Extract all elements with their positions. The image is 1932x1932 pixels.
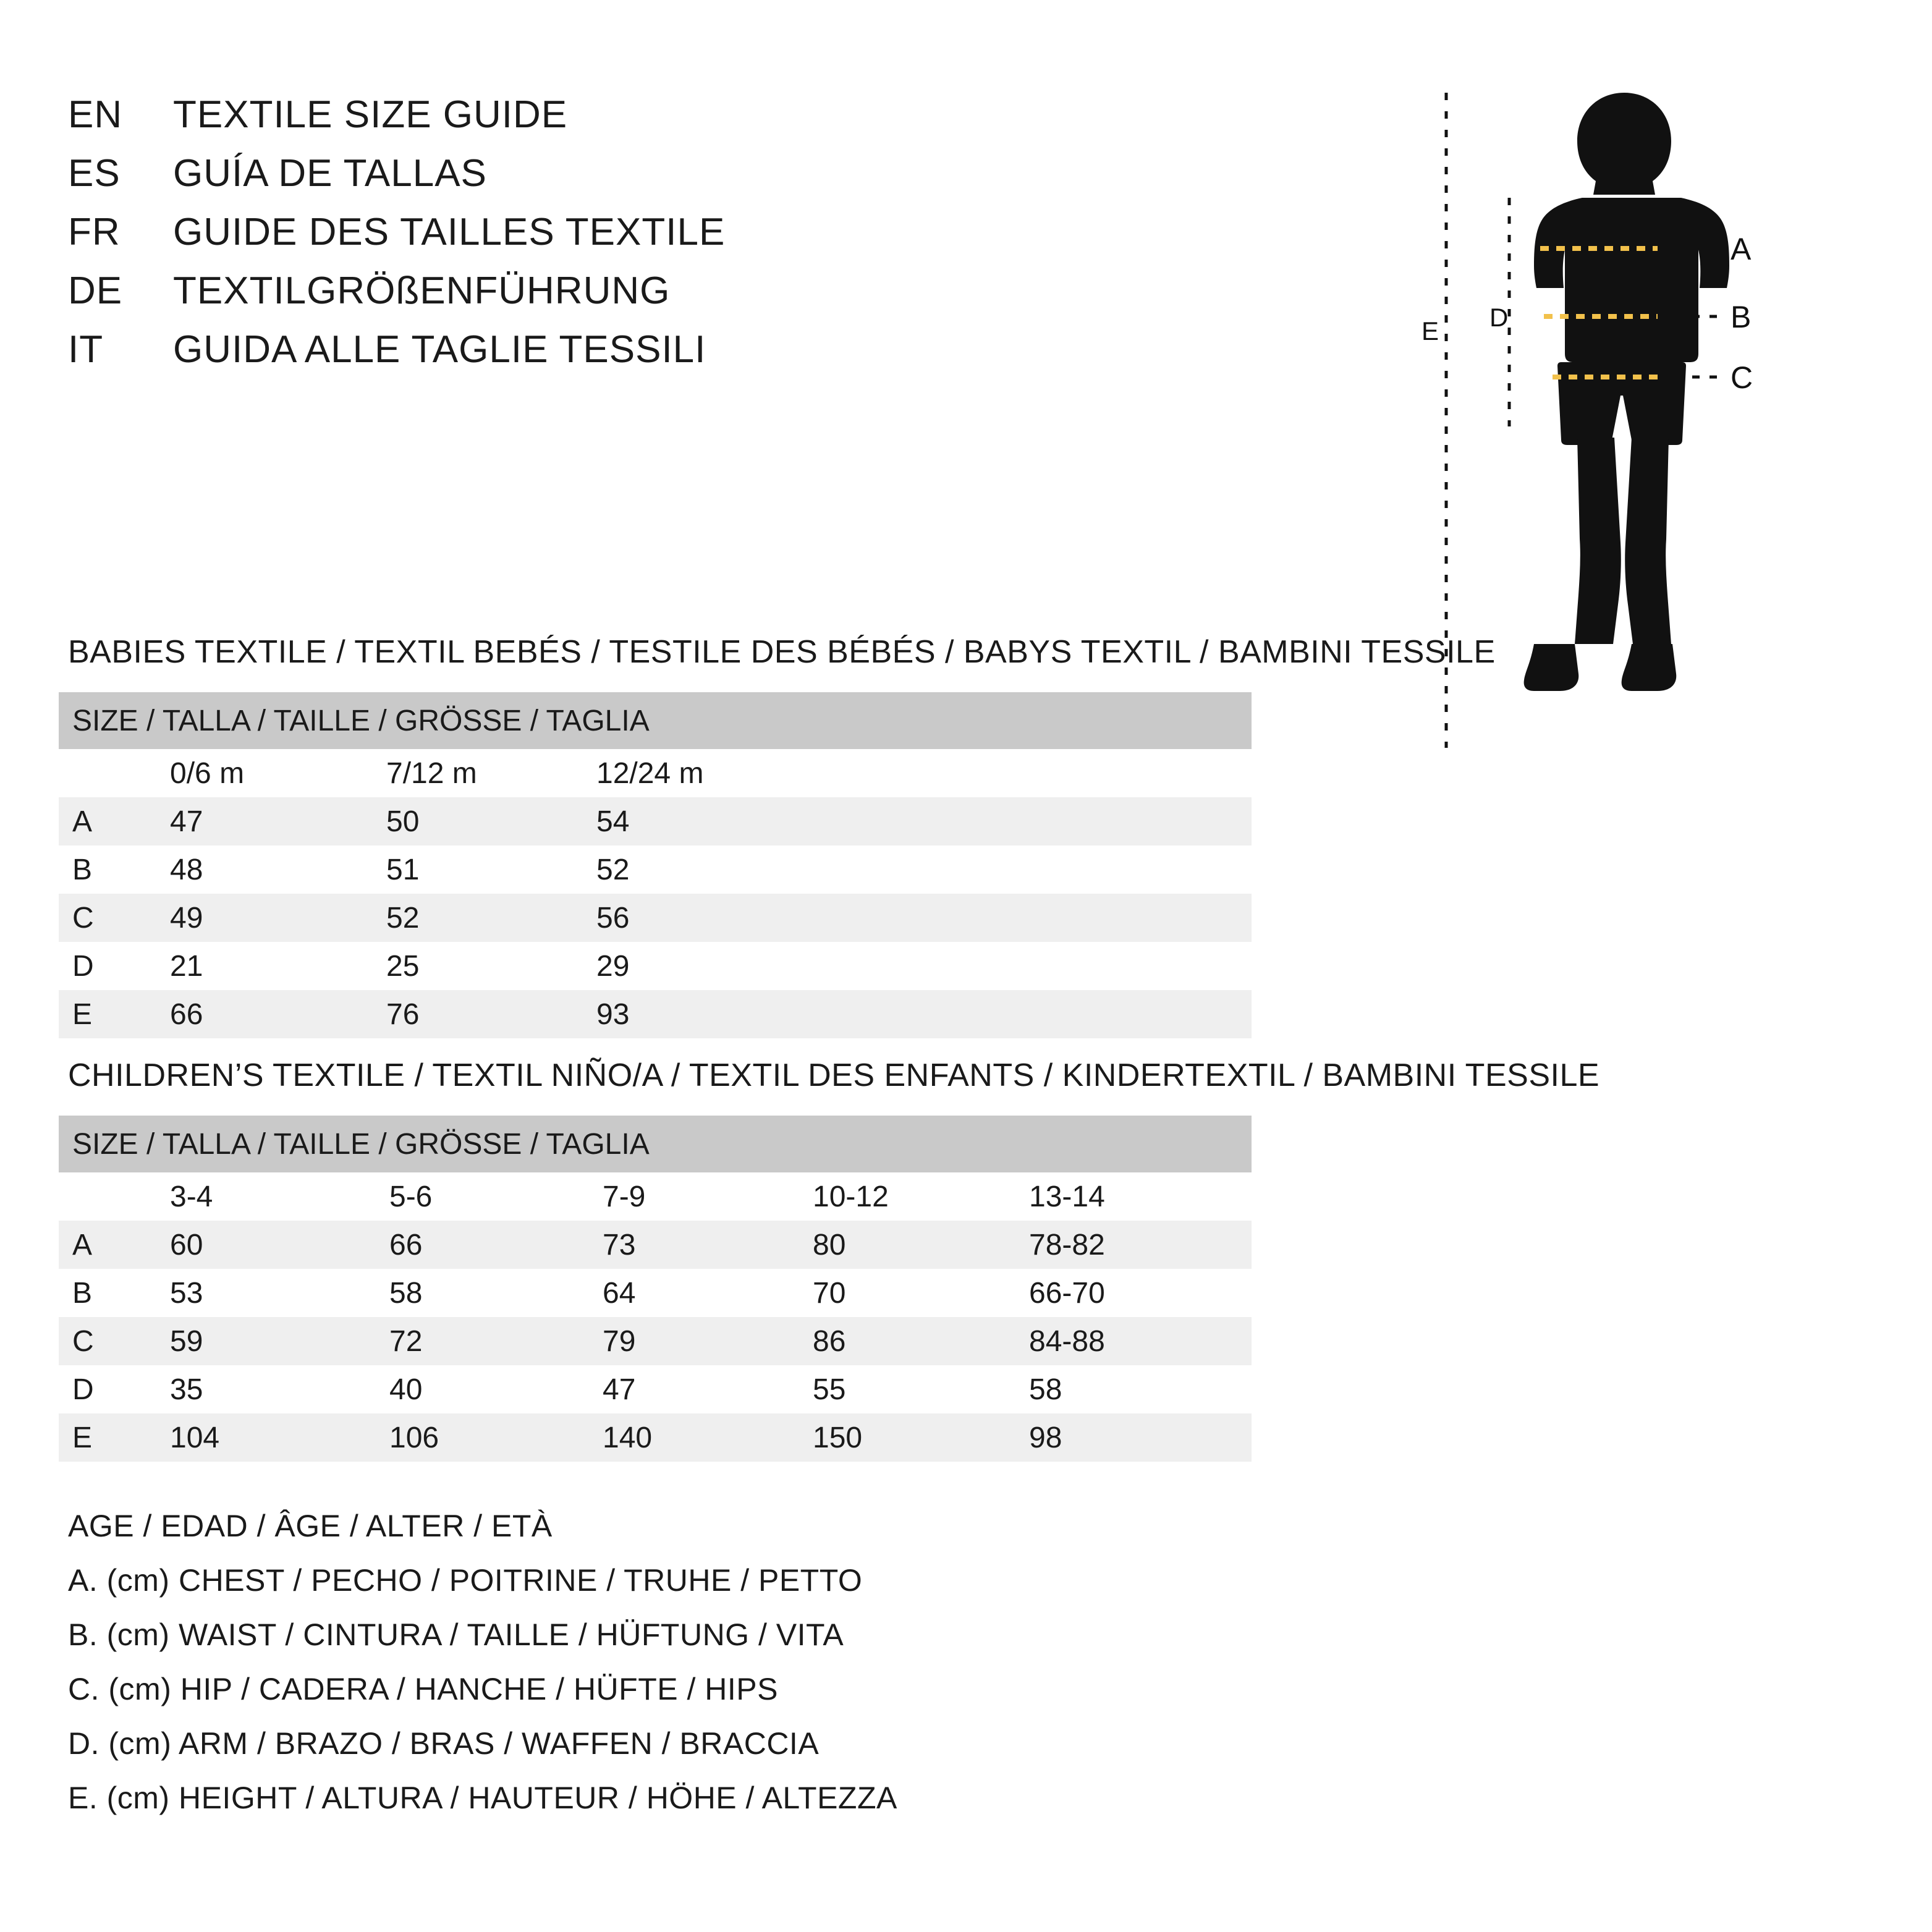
language-row [68,328,1242,386]
table-header-row [59,749,1252,797]
column-header: 5-6 [389,1172,603,1221]
cell-value: 93 [596,990,1252,1038]
figure-label-c: C [1731,360,1753,395]
language-code: IT [68,328,104,371]
cell-value: 58 [389,1269,603,1317]
table-row [59,894,1252,942]
cell-value: 60 [170,1221,389,1269]
table-row [59,942,1252,990]
language-code: FR [68,211,121,253]
column-header: 0/6 m [170,749,386,797]
row-label: D [59,1365,170,1413]
table-row [59,1413,1252,1462]
table-row [59,1221,1252,1269]
legend-item-waist: B. (cm) WAIST / CINTURA / TAILLE / HÜFTUNG / VITA [68,1617,844,1652]
row-label: A [59,797,170,845]
figure-label-d: D [1489,303,1509,332]
language-row [68,93,1242,151]
cell-value: 104 [170,1413,389,1462]
table-row [59,1317,1252,1365]
table-band-row [59,692,1252,749]
cell-value: 29 [596,942,1252,990]
language-code: ES [68,152,121,195]
row-label: E [59,1413,170,1462]
children-band-label: SIZE / TALLA / TAILLE / GRÖSSE / TAGLIA [59,1116,1252,1172]
language-title-block [68,93,1242,386]
language-row [68,151,1242,210]
table-header-row [59,1172,1252,1221]
cell-value: 98 [1029,1413,1252,1462]
legend-item-height: E. (cm) HEIGHT / ALTURA / HAUTEUR / HÖHE / ALTEZZA [68,1781,897,1815]
row-label: C [59,1317,170,1365]
column-header: 7/12 m [386,749,596,797]
cell-value: 79 [603,1317,813,1365]
language-title: TEXTILE SIZE GUIDE [173,93,568,136]
cell-value: 52 [596,845,1252,894]
cell-value: 58 [1029,1365,1252,1413]
language-title: GUIDE DES TAILLES TEXTILE [173,211,726,253]
cell-value: 140 [603,1413,813,1462]
table-row [59,990,1252,1038]
cell-value: 64 [603,1269,813,1317]
language-title: GUIDA ALLE TAGLIE TESSILI [173,328,706,371]
babies-section-title: BABIES TEXTILE / TEXTIL BEBÉS / TESTILE DES BÉBÉS / BABYS TEXTIL / BAMBINI TESSILE [68,634,1496,670]
cell-value: 51 [386,845,596,894]
babies-table-wrapper [59,692,1252,1038]
cell-value: 66 [389,1221,603,1269]
table-row [59,1365,1252,1413]
language-row [68,210,1242,269]
language-code: EN [68,93,123,136]
table-band-row [59,1116,1252,1172]
table-row [59,845,1252,894]
column-header: 13-14 [1029,1172,1252,1221]
cell-value: 50 [386,797,596,845]
column-header: 10-12 [813,1172,1029,1221]
row-label: A [59,1221,170,1269]
cell-value: 52 [386,894,596,942]
row-label: D [59,942,170,990]
children-table-wrapper [59,1116,1252,1462]
figure-label-b: B [1731,300,1752,334]
cell-value: 84-88 [1029,1317,1252,1365]
cell-value: 78-82 [1029,1221,1252,1269]
table-row [59,1269,1252,1317]
cell-value: 49 [170,894,386,942]
cell-value: 40 [389,1365,603,1413]
cell-value: 21 [170,942,386,990]
cell-value: 72 [389,1317,603,1365]
children-section-title: CHILDREN’S TEXTILE / TEXTIL NIÑO/A / TEXTIL DES ENFANTS / KINDERTEXTIL / BAMBINI TESSILE [68,1057,1600,1093]
row-label: B [59,1269,170,1317]
column-header: 7-9 [603,1172,813,1221]
cell-value: 35 [170,1365,389,1413]
babies-band-label: SIZE / TALLA / TAILLE / GRÖSSE / TAGLIA [59,692,1252,749]
babies-size-table [59,692,1252,1038]
legend-heading: AGE / EDAD / ÂGE / ALTER / ETÀ [68,1509,553,1543]
column-header: 12/24 m [596,749,1252,797]
cell-value: 70 [813,1269,1029,1317]
row-label: C [59,894,170,942]
cell-value: 66 [170,990,386,1038]
legend-item-arm: D. (cm) ARM / BRAZO / BRAS / WAFFEN / BRACCIA [68,1726,820,1761]
table-row [59,797,1252,845]
cell-value: 59 [170,1317,389,1365]
cell-value: 54 [596,797,1252,845]
cell-value: 76 [386,990,596,1038]
figure-label-e: E [1421,316,1439,345]
language-row [68,269,1242,328]
cell-value: 86 [813,1317,1029,1365]
cell-value: 48 [170,845,386,894]
language-title: GUÍA DE TALLAS [173,152,487,195]
language-title: TEXTILGRÖßENFÜHRUNG [173,269,671,312]
cell-value: 150 [813,1413,1029,1462]
cell-value: 66-70 [1029,1269,1252,1317]
legend-item-hip: C. (cm) HIP / CADERA / HANCHE / HÜFTE / HIPS [68,1672,778,1706]
legend-block [68,1508,1428,1834]
cell-value: 47 [603,1365,813,1413]
column-header: 3-4 [170,1172,389,1221]
figure-label-a: A [1731,232,1752,266]
child-silhouette [1524,93,1729,691]
row-label: B [59,845,170,894]
cell-value: 106 [389,1413,603,1462]
cell-value: 47 [170,797,386,845]
cell-value: 25 [386,942,596,990]
cell-value: 55 [813,1365,1029,1413]
language-code: DE [68,269,123,312]
cell-value: 53 [170,1269,389,1317]
corner-cell [59,1172,170,1221]
cell-value: 73 [603,1221,813,1269]
row-label: E [59,990,170,1038]
children-size-table [59,1116,1252,1462]
cell-value: 80 [813,1221,1029,1269]
cell-value: 56 [596,894,1252,942]
legend-item-chest: A. (cm) CHEST / PECHO / POITRINE / TRUHE / PETTO [68,1563,863,1598]
corner-cell [59,749,170,797]
